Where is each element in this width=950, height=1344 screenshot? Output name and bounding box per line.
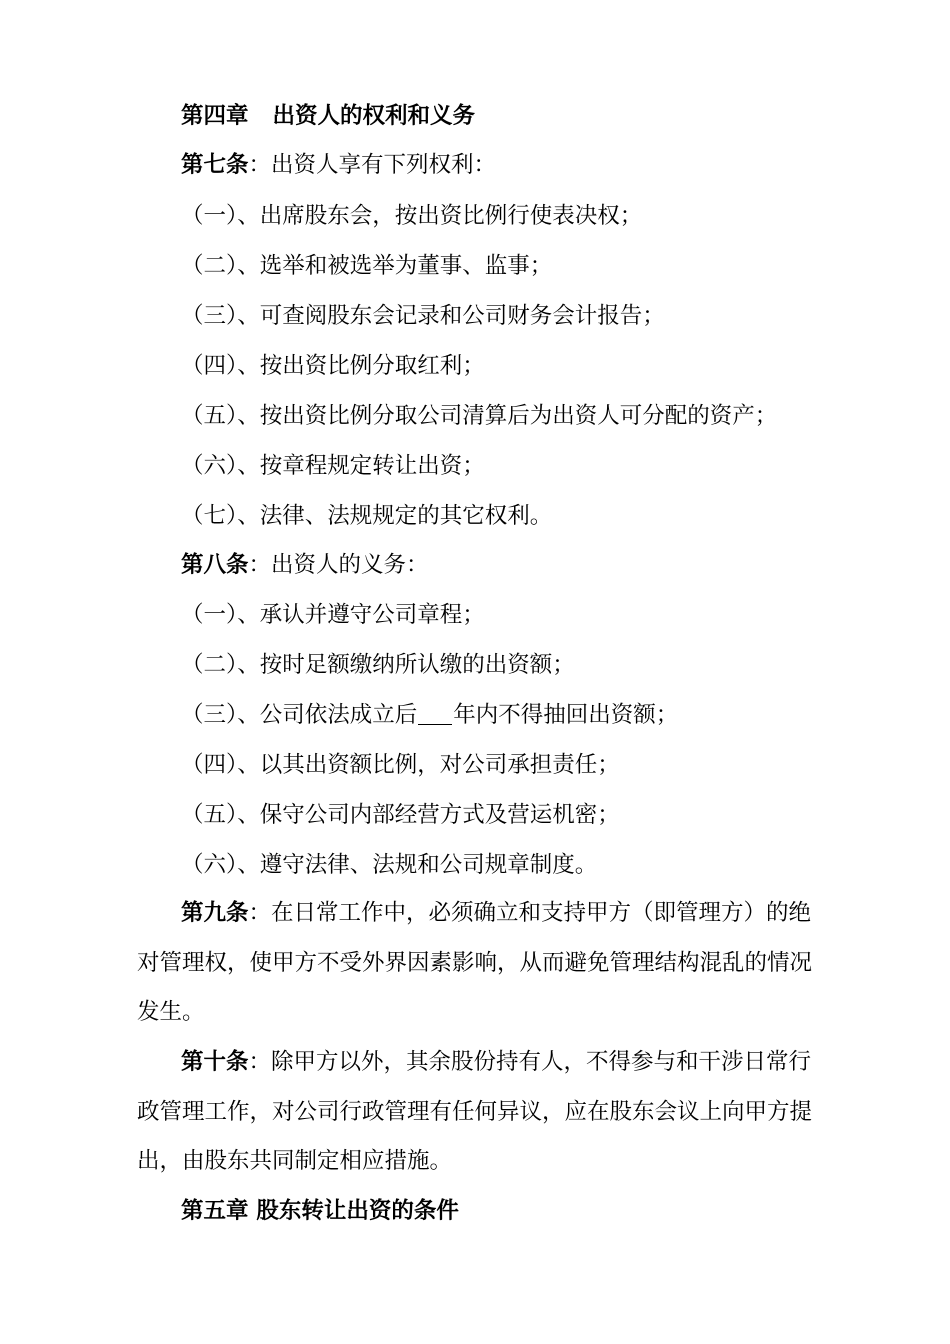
article-10-line-1 xyxy=(181,1047,811,1077)
article-8-item-5: （五）、保守公司内部经营方式及营运机密； xyxy=(181,802,620,828)
article-10-line-2: 政管理工作，对公司行政管理有任何异议，应在股东会议上向甲方提 xyxy=(137,1099,813,1125)
article-9-line-2: 对管理权，使甲方不受外界因素影响，从而避免管理结构混乱的情况 xyxy=(137,950,813,976)
article-9-label: 第九条 xyxy=(181,900,249,926)
article-8-item-3-before: （三）、公司依法成立后 xyxy=(181,702,418,728)
article-8-item-1: （一）、承认并遵守公司章程； xyxy=(181,602,485,628)
article-7-item-6: （六）、按章程规定转让出资； xyxy=(181,453,485,479)
article-7-item-7: （七）、法律、法规规定的其它权利。 xyxy=(181,503,553,529)
chapter-4-heading xyxy=(181,101,475,131)
article-7-item-4: （四）、按出资比例分取红利； xyxy=(181,353,485,379)
article-8-text: ：出资人的义务： xyxy=(248,552,429,578)
article-8-item-3-after: 年内不得抽回出资额； xyxy=(453,702,679,728)
article-10-line-3: 出，由股东共同制定相应措施。 xyxy=(137,1148,453,1174)
chapter-4-title: 出资人的权利和义务 xyxy=(272,103,476,129)
article-7-item-5: （五）、按出资比例分取公司清算后为出资人可分配的资产； xyxy=(181,403,778,429)
article-7-label: 第七条 xyxy=(181,152,249,178)
article-7-text: ：出资人享有下列权利： xyxy=(248,152,497,178)
article-10-text-1: ：除甲方以外，其余股份持有人，不得参与和干涉日常行 xyxy=(248,1049,812,1075)
article-9-line-3: 发生。 xyxy=(137,999,205,1025)
chapter-4-number: 第四章 xyxy=(181,103,249,129)
article-8-item-4: （四）、以其出资额比例，对公司承担责任； xyxy=(181,752,620,778)
article-8-item-6: （六）、遵守法律、法规和公司规章制度。 xyxy=(181,852,598,878)
chapter-5-heading: 第五章 股东转让出资的条件 xyxy=(181,1198,459,1224)
article-9-text-1: ：在日常工作中，必须确立和支持甲方（即管理方）的绝 xyxy=(248,900,812,926)
article-9-line-1 xyxy=(181,898,811,928)
article-8-item-3 xyxy=(181,700,678,730)
fill-in-blank xyxy=(418,702,452,725)
article-7-item-3: （三）、可查阅股东会记录和公司财务会计报告； xyxy=(181,303,665,329)
article-8-item-2: （二）、按时足额缴纳所认缴的出资额； xyxy=(181,652,575,678)
article-8-label: 第八条 xyxy=(181,552,249,578)
article-7-item-1: （一）、出席股东会，按出资比例行使表决权； xyxy=(181,203,643,229)
article-8-intro xyxy=(181,550,429,580)
article-7-intro xyxy=(181,150,496,180)
article-10-label: 第十条 xyxy=(181,1049,249,1075)
article-7-item-2: （二）、选举和被选举为董事、监事； xyxy=(181,253,553,279)
